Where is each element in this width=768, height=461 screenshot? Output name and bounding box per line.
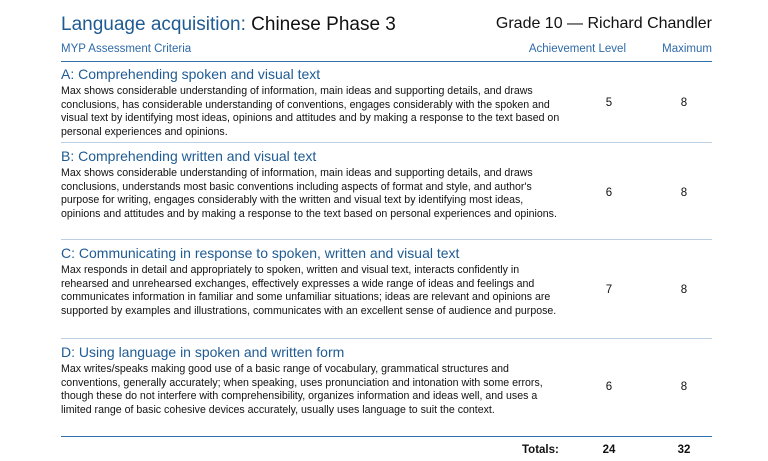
subject-prefix: Language acquisition: bbox=[61, 14, 246, 35]
total-maximum: 32 bbox=[677, 444, 691, 456]
subject-course: Chinese Phase 3 bbox=[251, 14, 396, 35]
column-header-criteria: MYP Assessment Criteria bbox=[61, 43, 192, 55]
maximum-value: 8 bbox=[680, 381, 688, 393]
totals-label: Totals: bbox=[522, 444, 559, 456]
column-header-achievement-level: Achievement Level bbox=[528, 43, 626, 55]
subject-title bbox=[61, 14, 396, 36]
criterion-title: A: Comprehending spoken and visual text bbox=[61, 66, 321, 82]
criterion-description: Max writes/speaks making good use of a basic range of vocabulary, grammatical structures and conventions, generally accurately; when speaking, uses pronunciation and intonation with some errors, though these do not interfere with comprehensibility, organizes information and ideas well, and uses a limited range of basic cohesive devices accurately, usually uses language to suit the context. bbox=[61, 363, 543, 416]
achievement-level-value: 6 bbox=[605, 187, 613, 199]
criterion-row bbox=[61, 146, 712, 240]
criterion-title: B: Comprehending written and visual text bbox=[61, 148, 317, 164]
achievement-level-value: 7 bbox=[605, 284, 613, 296]
maximum-value: 8 bbox=[680, 284, 688, 296]
student-info: Grade 10 — Richard Chandler bbox=[495, 15, 712, 32]
criterion-description: Max shows considerable understanding of information, main ideas and supporting details, and draws conclusions, has considerable understanding of conventions, engages considerably with the spoken and visual text by identifying most ideas, opinions and attitudes and by making a response to the text based on personal experiences and opinions. bbox=[61, 85, 560, 138]
totals-divider bbox=[61, 436, 712, 437]
maximum-value: 8 bbox=[680, 187, 688, 199]
criterion-title: C: Communicating in response to spoken, written and visual text bbox=[61, 245, 460, 261]
criterion-title: D: Using language in spoken and written form bbox=[61, 344, 345, 360]
column-header-maximum: Maximum bbox=[662, 43, 712, 55]
total-achievement-level: 24 bbox=[602, 444, 616, 456]
criterion-row bbox=[61, 243, 712, 339]
criterion-row bbox=[61, 342, 712, 434]
criterion-description: Max shows considerable understanding of information, main ideas and supporting details, and draws conclusions, understands most basic conventions including aspects of format and style, and author's purpose for writing, engages considerably with the written and visual text by identifying most ideas, opinions and attitudes and by making a response to the text based on personal experiences and opinions. bbox=[61, 167, 557, 220]
maximum-value: 8 bbox=[680, 97, 688, 109]
criterion-row bbox=[61, 64, 712, 143]
column-headers bbox=[61, 43, 712, 62]
achievement-level-value: 5 bbox=[605, 97, 613, 109]
report-header bbox=[61, 12, 712, 42]
achievement-level-value: 6 bbox=[605, 381, 613, 393]
criterion-description: Max responds in detail and appropriately to spoken, written and visual text, interacts confidently in rehearsed and unrehearsed exchanges, effectively expresses a wide range of ideas and feelings and communicates information in familiar and some unfamiliar situations; ideas are relevant and opinions are supported by examples and illustrations, communicates with an excellent sense of audience and purpose. bbox=[61, 264, 557, 317]
